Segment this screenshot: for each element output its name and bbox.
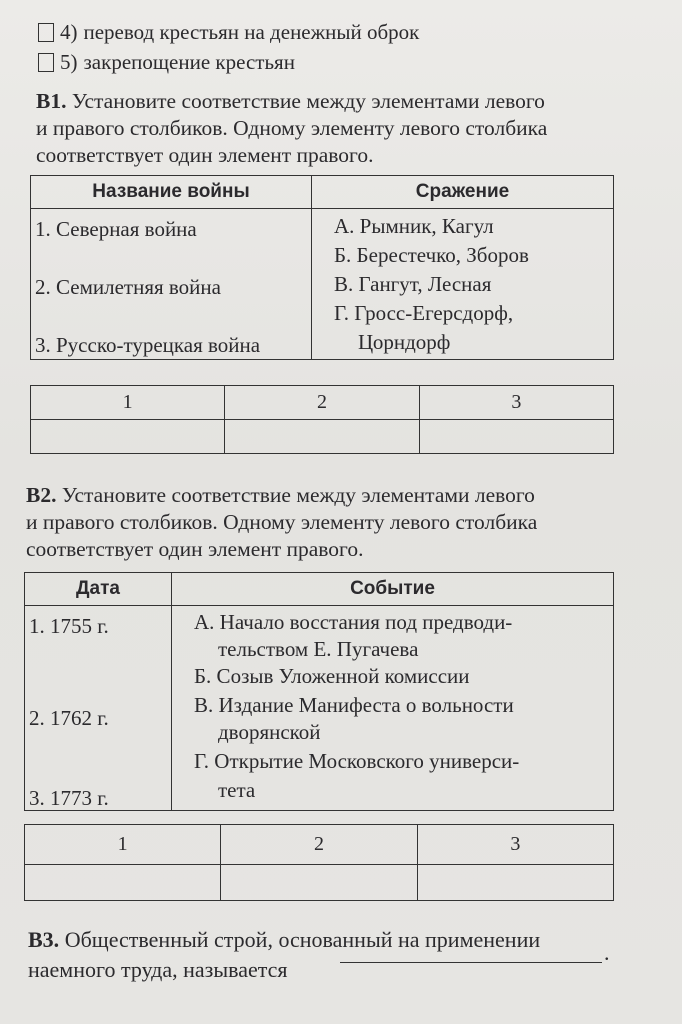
checkbox[interactable]	[38, 53, 54, 72]
b1-match-table	[30, 175, 614, 360]
b2-right-item: Г. Открытие Московского универси-	[194, 749, 520, 773]
b2-instructions	[26, 482, 537, 563]
b2-line: Установите соответствие между элементами левого	[61, 483, 535, 507]
b3-line: Общественный строй, основанный на применении	[64, 927, 541, 952]
b1-left-item: 3. Русско-турецкая война	[35, 333, 261, 357]
b2-match-table	[24, 572, 614, 811]
b2-right-item: В. Издание Манифеста о вольности	[194, 693, 514, 717]
b3-answer-line[interactable]	[340, 962, 602, 963]
b2-left-item: 3. 1773 г.	[29, 786, 109, 810]
b2-right-item: тета	[218, 778, 256, 802]
option-4	[38, 20, 419, 45]
b2-right-item: Б. Созыв Уложенной комиссии	[194, 664, 470, 688]
b3-line: наемного труда, называется	[28, 957, 288, 982]
answer-cell[interactable]	[225, 420, 419, 454]
b2-right-item: дворянской	[218, 720, 321, 744]
answer-cell[interactable]	[31, 420, 225, 454]
answer-cell[interactable]	[419, 420, 613, 454]
b2-line: соответствует один элемент правого.	[26, 537, 364, 561]
b3-end-period: .	[604, 940, 610, 965]
answer-cell[interactable]	[417, 865, 613, 901]
b2-label: В2.	[26, 483, 57, 507]
b1-right-item: В. Гангут, Лесная	[334, 272, 492, 296]
b1-right-item: Г. Гросс-Егерсдорф,	[334, 301, 514, 325]
answer-cell[interactable]	[221, 865, 417, 901]
b2-left-column	[25, 606, 172, 811]
b2-left-item: 1. 1755 г.	[29, 614, 109, 638]
b2-line: и правого столбиков. Одному элементу левого столбика	[26, 510, 538, 534]
option-text: закрепощение крестьян	[83, 50, 295, 74]
b2-right-column	[172, 606, 614, 811]
b1-left-item: 1. Северная война	[35, 217, 197, 241]
option-number: 5)	[60, 50, 78, 74]
b1-line: Установите соответствие между элементами левого	[71, 89, 545, 113]
checkbox[interactable]	[38, 23, 54, 42]
b1-head-right: Сражение	[312, 176, 614, 209]
b3-label: В3.	[28, 927, 60, 952]
answer-head: 2	[221, 825, 417, 865]
b2-left-item: 2. 1762 г.	[29, 706, 109, 730]
answer-head: 2	[225, 386, 419, 420]
answer-cell[interactable]	[25, 865, 221, 901]
b2-right-item: тельством Е. Пугачева	[218, 637, 419, 661]
answer-head: 3	[417, 825, 613, 865]
b1-answer-table	[30, 385, 614, 454]
b2-right-item: А. Начало восстания под предводи-	[194, 610, 513, 634]
b1-left-item: 2. Семилетняя война	[35, 275, 221, 299]
b1-left-column	[31, 209, 312, 360]
b2-head-left: Дата	[25, 573, 172, 606]
answer-head: 1	[25, 825, 221, 865]
b1-head-left: Название войны	[31, 176, 312, 209]
option-text: перевод крестьян на денежный оброк	[83, 20, 420, 44]
b3-question	[28, 925, 540, 985]
b1-line: соответствует один элемент правого.	[36, 143, 374, 167]
answer-head: 1	[31, 386, 225, 420]
b1-label: В1.	[36, 89, 67, 113]
b2-head-right: Событие	[172, 573, 614, 606]
b1-right-column	[312, 209, 614, 360]
b1-right-item: Б. Берестечко, Зборов	[334, 243, 529, 267]
b1-right-item: Цорндорф	[358, 330, 451, 354]
b1-instructions	[36, 88, 547, 169]
option-5	[38, 50, 295, 75]
b2-answer-table	[24, 824, 614, 901]
b1-right-item: А. Рымник, Кагул	[334, 214, 494, 238]
b1-line: и правого столбиков. Одному элементу левого столбика	[36, 116, 548, 140]
option-number: 4)	[60, 20, 78, 44]
answer-head: 3	[419, 386, 613, 420]
